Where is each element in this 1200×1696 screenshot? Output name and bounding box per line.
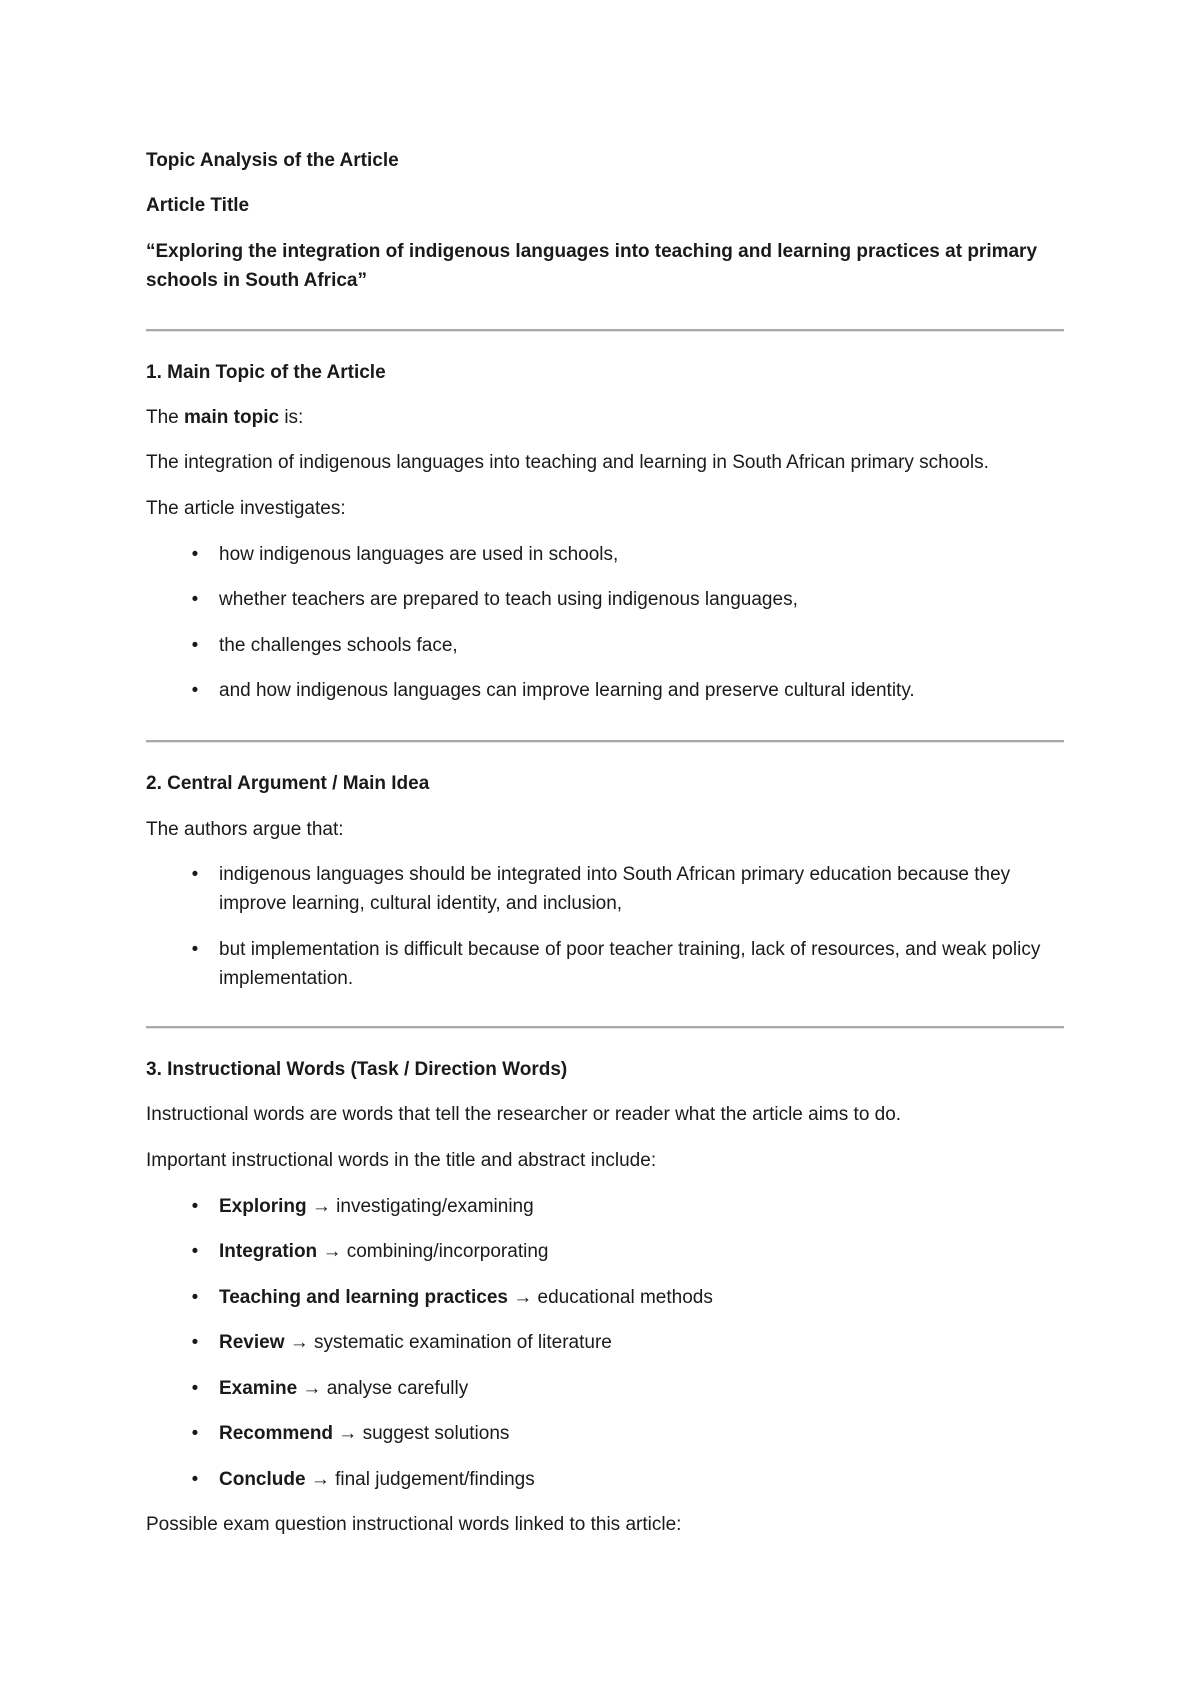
bullet-icon: • — [191, 1196, 199, 1217]
term-label: Review — [219, 1332, 285, 1353]
investigates-label: The article investigates: — [146, 498, 346, 519]
bullet-icon: • — [191, 864, 199, 885]
bullet-icon: • — [191, 544, 199, 565]
section-2-heading: 2. Central Argument / Main Idea — [146, 773, 430, 794]
bullet-icon: • — [191, 1469, 199, 1490]
term-meaning: → systematic examination of literature — [284, 1332, 612, 1353]
instructional-definition: Instructional words are words that tell the researcher or reader what the article aims to do. — [146, 1104, 902, 1125]
term-meaning: → final judgement/findings — [305, 1469, 535, 1490]
list-item-text: whether teachers are prepared to teach using indigenous languages, — [219, 589, 798, 610]
main-topic-intro-pre: The — [146, 407, 185, 428]
article-title-line-2: schools in South Africa” — [146, 270, 367, 291]
main-topic-intro — [146, 403, 1066, 432]
term-meaning: → investigating/examining — [306, 1196, 534, 1217]
term-label: Integration — [219, 1241, 318, 1262]
article-title-line-1: “Exploring the integration of indigenous languages into teaching and learning practices at primary — [146, 241, 1038, 262]
term-meaning: → educational methods — [507, 1287, 713, 1308]
important-words-label: Important instructional words in the title and abstract include: — [146, 1150, 657, 1171]
term-label: Recommend — [219, 1423, 334, 1444]
term-label: Teaching and learning practices — [219, 1287, 508, 1308]
bullet-icon: • — [191, 635, 199, 656]
horizontal-divider — [146, 1026, 1064, 1029]
bullet-icon: • — [191, 1287, 199, 1308]
bullet-icon: • — [191, 1332, 199, 1353]
horizontal-divider — [146, 740, 1064, 743]
bullet-icon: • — [191, 1423, 199, 1444]
list-item-text: how indigenous languages are used in schools, — [219, 544, 619, 565]
list-item-text: but implementation is difficult because of poor teacher training, lack of resources, and weak policy implementation. — [219, 939, 1041, 989]
main-topic-statement: The integration of indigenous languages into teaching and learning in South African primary schools. — [146, 452, 989, 473]
list-item-text: the challenges schools face, — [219, 635, 458, 656]
article-title-label: Article Title — [146, 195, 250, 216]
horizontal-divider — [146, 329, 1064, 332]
main-topic-intro-bold: main topic — [184, 407, 280, 428]
bullet-icon: • — [191, 1378, 199, 1399]
list-item-text: and how indigenous languages can improve learning and preserve cultural identity. — [219, 680, 915, 701]
argue-intro: The authors argue that: — [146, 819, 344, 840]
bullet-icon: • — [191, 680, 199, 701]
exam-words-label: Possible exam question instructional words linked to this article: — [146, 1514, 682, 1535]
document-heading: Topic Analysis of the Article — [146, 150, 399, 171]
section-3-heading: 3. Instructional Words (Task / Direction Words) — [146, 1059, 568, 1080]
term-meaning: → suggest solutions — [333, 1423, 510, 1444]
term-meaning: → analyse carefully — [297, 1378, 469, 1399]
main-topic-intro-post: is: — [279, 407, 304, 428]
bullet-icon: • — [191, 1241, 199, 1262]
term-label: Conclude — [219, 1469, 306, 1490]
term-meaning: → combining/incorporating — [317, 1241, 549, 1262]
term-label: Exploring — [219, 1196, 307, 1217]
section-1-heading: 1. Main Topic of the Article — [146, 362, 386, 383]
term-label: Examine — [219, 1378, 298, 1399]
bullet-icon: • — [191, 589, 199, 610]
list-item-text: indigenous languages should be integrated into South African primary education because they improve learning, cultural identity, and inclusion, — [219, 864, 1011, 914]
bullet-icon: • — [191, 939, 199, 960]
